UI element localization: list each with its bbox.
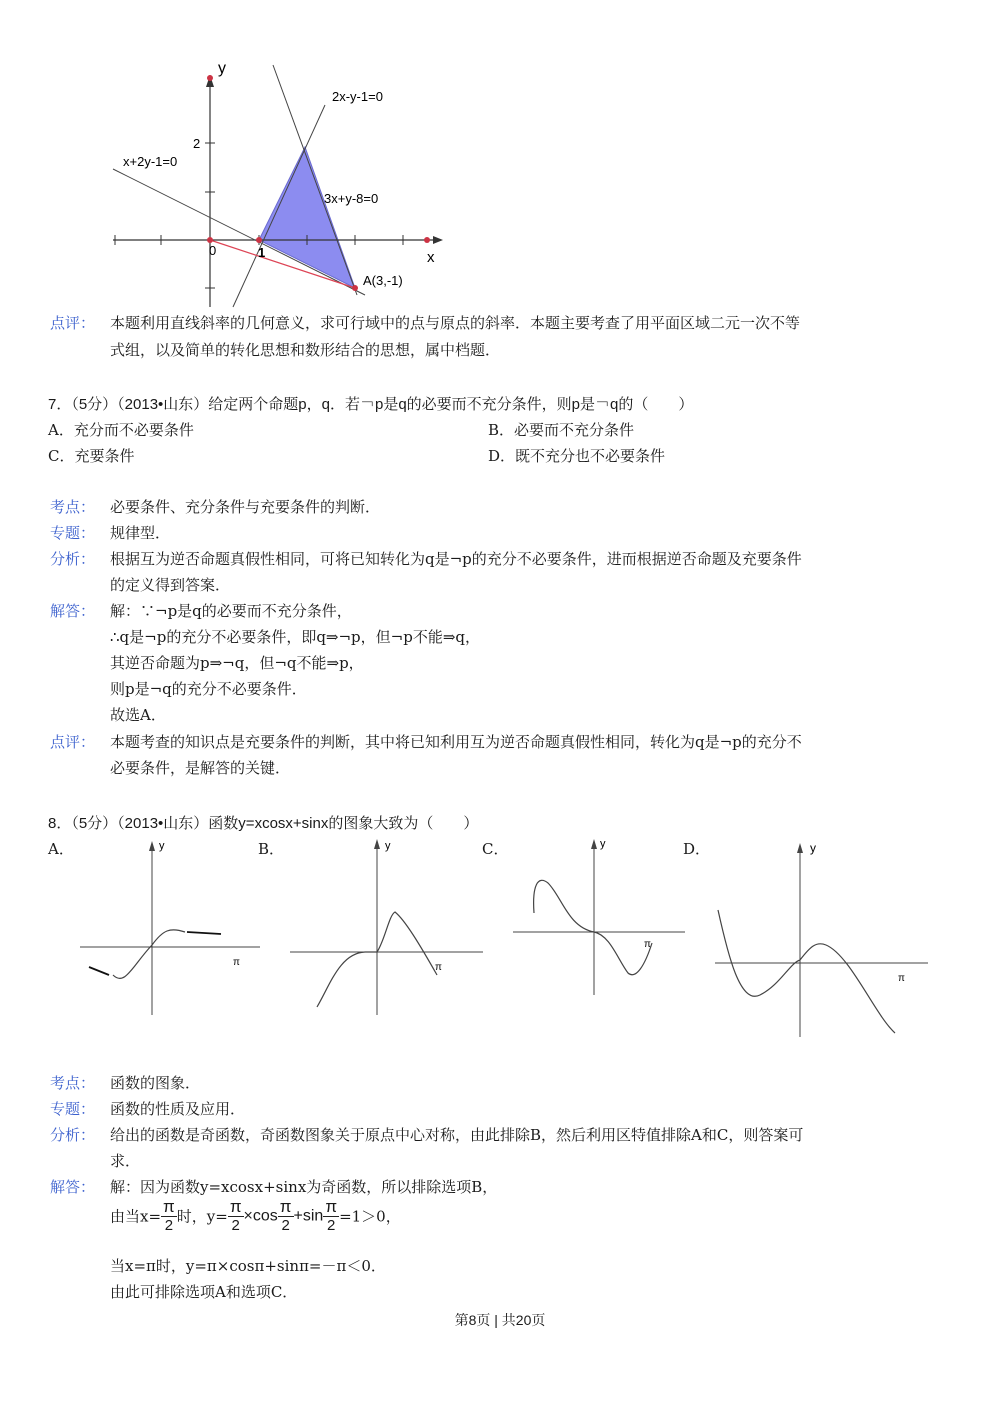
label-line2: x+2y-1=0 <box>123 154 178 169</box>
label-line1: 2x-y-1=0 <box>332 89 383 104</box>
q8-graph-b[interactable] <box>285 835 485 1020</box>
q6-comment-tag: 点评： <box>50 314 96 332</box>
q8-fenxi-line2: 求． <box>110 1152 141 1170</box>
q8-graph-a-pi-label: π <box>233 957 240 968</box>
q7-jieda-tag: 解答： <box>50 602 96 620</box>
page-footer: 第8页 | 共20页 <box>454 1312 546 1328</box>
q7-fenxi-tag: 分析： <box>50 550 96 568</box>
q7-kaodian: 必要条件、充分条件与充要条件的判断． <box>110 498 381 516</box>
q6-comment-line1: 本题利用直线斜率的几何意义，求可行域中的点与原点的斜率．本题主要考查了用平面区域二元一次不等 <box>110 314 801 332</box>
q7-jieda-line3: 其逆否命题为p⇒¬q，但¬q不能⇒p， <box>110 654 364 672</box>
q7-kaodian-tag: 考点： <box>50 498 96 516</box>
q8-graph-a[interactable] <box>75 835 265 1020</box>
q7-jieda-line5: 故选A． <box>110 706 166 724</box>
y-axis-end-point <box>207 75 213 81</box>
q7-jieda-line2: ∴q是¬p的充分不必要条件，即q⇒¬p，但¬p不能⇒q， <box>110 628 480 646</box>
q8-fenxi-tag: 分析： <box>50 1126 96 1144</box>
q8-kaodian: 函数的图象． <box>110 1074 201 1092</box>
label-line3: 3x+y-8=0 <box>324 191 379 206</box>
label-pointA: A(3,-1) <box>363 273 403 288</box>
q7-option-a[interactable]: A．充分而不必要条件 <box>48 421 194 439</box>
q8-graph-d-y-label: y <box>810 841 816 855</box>
q8-graph-c[interactable] <box>510 835 690 1000</box>
y-axis-label: y <box>218 60 226 77</box>
q8-option-a[interactable]: A． <box>48 840 74 858</box>
q8-jieda-tag: 解答： <box>50 1178 96 1196</box>
q8-zhuanti-tag: 专题： <box>50 1100 96 1118</box>
x-tick-label-1: 1 <box>258 245 266 260</box>
y-tick-label-2: 2 <box>193 136 201 151</box>
q8-graph-b-y-label: y <box>385 840 391 852</box>
q7-zhuanti: 规律型． <box>110 524 171 542</box>
q7-option-d[interactable]: D．既不充分也不必要条件 <box>488 447 666 465</box>
q8-jieda-line3: 当x=π时，y=π×cosπ+sinπ=－π＜0． <box>110 1257 386 1275</box>
x-axis-end-point <box>424 237 430 243</box>
q8-graph-c-pi-label: π <box>644 939 651 950</box>
q8-graph-d[interactable] <box>710 835 935 1045</box>
q8-graph-a-y-label: y <box>159 840 165 852</box>
q8-fenxi-line1: 给出的函数是奇函数，奇函数图象关于原点中心对称，由此排除B，然后利用区特值排除A和C，则答案可 <box>110 1126 804 1144</box>
fraction-pi-over-2: $\frac{\pi}{2}$ <box>163 1197 175 1234</box>
q7-jieda-line4: 则p是¬q的充分不必要条件． <box>110 680 307 698</box>
fraction-pi-over-2: $\frac{\pi}{2}$ <box>229 1197 242 1234</box>
point-1-0 <box>256 237 262 243</box>
q8-header: 8．（5分）（2013•山东）函数y=xcosx+sinx的图象大致为（ ） <box>48 815 479 832</box>
q8-zhuanti: 函数的性质及应用． <box>110 1100 246 1118</box>
q8-option-b[interactable]: B． <box>258 840 285 858</box>
q7-dianping-line2: 必要条件，是解答的关键． <box>110 759 291 777</box>
q7-jieda-line1: 解：∵¬p是q的必要而不充分条件， <box>110 602 352 620</box>
x-axis-label: x <box>427 249 435 266</box>
q8-kaodian-tag: 考点： <box>50 1074 96 1092</box>
x-axis-arrow <box>433 236 443 244</box>
q6-comment-line2: 式组，以及简单的转化思想和数形结合的思想，属中档题． <box>110 341 501 359</box>
point-A <box>352 285 358 291</box>
q8-jieda-line1: 解：因为函数y=xcosx+sinx为奇函数，所以排除选项B， <box>110 1178 498 1196</box>
q8-jieda-formula: 由当x= $\frac{\pi}{2}$ 时，y= $\frac{\pi}{2}$ ×cos $\frac{\pi}{2}$ +sin $\frac{\pi}{2}$ =1＞0， <box>110 1197 401 1234</box>
q7-option-c[interactable]: C．充要条件 <box>48 447 135 465</box>
q7-dianping-line1: 本题考查的知识点是充要条件的判断，其中将已知利用互为逆否命题真假性相同，转化为q是¬p的充分不 <box>110 733 802 751</box>
q8-graph-b-pi-label: π <box>435 962 442 973</box>
q8-option-d[interactable]: D． <box>683 840 711 858</box>
q8-graph-d-pi-label: π <box>898 973 905 984</box>
q7-zhuanti-tag: 专题： <box>50 524 96 542</box>
q7-header: 7．（5分）（2013•山东）给定两个命题p，q．若￢p是q的必要而不充分条件，则p是￢q的（ ） <box>48 396 694 413</box>
q8-jieda-line4: 由此可排除选项A和选项C． <box>110 1283 298 1301</box>
q8-graph-c-y-label: y <box>600 838 606 850</box>
fraction-pi-over-2: $\frac{\pi}{2}$ <box>325 1197 338 1234</box>
q8-option-c[interactable]: C． <box>482 840 509 858</box>
q7-fenxi-line1: 根据互为逆否命题真假性相同，可将已知转化为q是¬p的充分不必要条件，进而根据逆否命题及充要条件 <box>110 550 802 568</box>
q7-fenxi-line2: 的定义得到答案． <box>110 576 231 594</box>
q7-option-b[interactable]: B．必要而不充分条件 <box>488 421 635 439</box>
origin-label: 0 <box>209 243 217 258</box>
feasible-region-figure <box>105 45 455 310</box>
q7-dianping-tag: 点评： <box>50 733 96 751</box>
fraction-pi-over-2: $\frac{\pi}{2}$ <box>279 1197 292 1234</box>
